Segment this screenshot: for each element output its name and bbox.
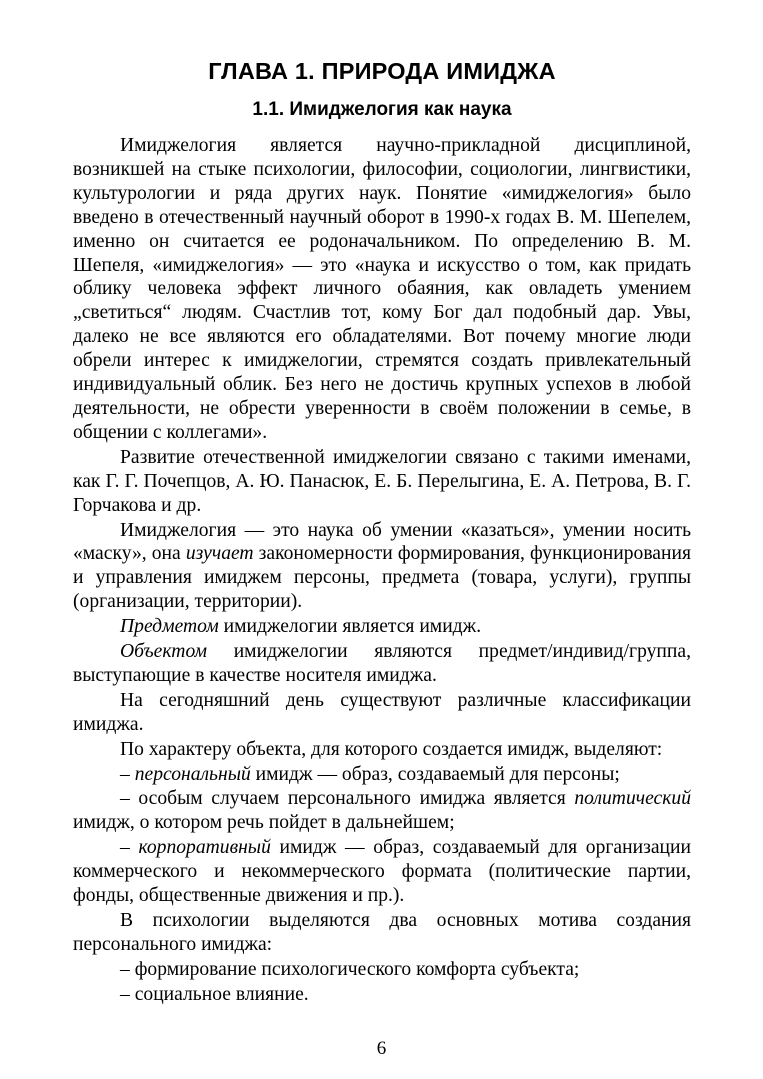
text-run: имидж — образ, создаваемый для организации коммерческого и некоммерческого формата (политические партии, фонды, общественные движения и пр.). — [73, 837, 691, 907]
list-dash: – — [120, 837, 139, 859]
paragraph-object — [73, 640, 691, 688]
section-title: 1.1. Имиджелогия как наука — [252, 99, 512, 120]
italic-term: Предметом — [120, 616, 219, 638]
text-run: имидж, о котором речь пойдет в дальнейшем; — [73, 812, 455, 834]
paragraph-definition: Имиджелогия является научно-прикладной дисциплиной, возникшей на стыке психологии, философии, социологии, лингвистики, культурологии и ряда других наук. Понятие «имиджелогия» было введено в отечественный научный оборот в 1990-х годах В. М. Шепелем, именно он считается ее родоначальником. По определению В. М. Шепеля, «имиджелогия» — это «наука и искусство о том, как придать облику человека эффект личного обаяния, как овладеть умением „светиться“ людям. Счастлив тот, кому Бог дал подобный дар. Увы, далеко не все являются его обладателями. Вот почему многие люди обрели интерес к имиджелогии, стремятся создать привлекательный индивидуальный облик. Без него не достичь крупных успехов в любой деятельности, не обрести уверенности в своём положении в семье, в общении с коллегами». — [73, 135, 691, 443]
page-number: 6 — [376, 1038, 387, 1059]
text-run: имиджелогии является имидж. — [218, 616, 482, 638]
paragraph-subject — [73, 615, 691, 639]
body-text — [73, 134, 691, 1007]
text-run: Имиджелогия — это наука об умении «казаться», умении носить «маску», она — [73, 519, 691, 565]
list-item-comfort: – формирование психологического комфорта субъекта; — [120, 958, 580, 980]
paragraph-by-object: По характеру объекта, для которого создается имидж, выделяют: — [120, 738, 663, 760]
text-run: закономерности формирования, функционирования и управления имиджем персоны, предмета (товара, услуги), группы (организации, территории). — [73, 543, 691, 613]
italic-term: Объектом — [120, 641, 207, 663]
text-run: имиджелогии являются предмет/индивид/группа, выступающие в качестве носителя имиджа. — [73, 641, 691, 686]
list-dash: – — [120, 763, 135, 785]
italic-term: политический — [574, 788, 691, 810]
chapter-title: ГЛАВА 1. ПРИРОДА ИМИДЖА — [208, 58, 556, 84]
paragraph-motives: В психологии выделяются два основных мотива создания персонального имиджа: — [73, 910, 691, 955]
document-page — [73, 0, 691, 1007]
list-item-personal — [73, 763, 691, 787]
paragraph-classifications: На сегодняшний день существуют различные классификации имиджа. — [73, 689, 691, 735]
italic-term: корпоративный — [138, 837, 271, 859]
list-item-corporate — [73, 836, 691, 908]
text-run: – особым случаем персонального имиджа является — [120, 788, 575, 810]
list-item-political — [73, 787, 691, 835]
paragraph-science — [73, 519, 691, 615]
italic-term: персональный — [134, 763, 251, 785]
list-item-influence: – социальное влияние. — [120, 983, 309, 1005]
paragraph-researchers: Развитие отечественной имиджелогии связано с такими именами, как Г. Г. Почепцов, А. Ю. Панасюк, Е. Б. Перелыгина, Е. А. Петрова, В. Г. Горчакова и др. — [73, 446, 691, 516]
text-run: имидж — образ, создаваемый для персоны; — [250, 763, 620, 785]
italic-term: изучает — [185, 543, 254, 565]
